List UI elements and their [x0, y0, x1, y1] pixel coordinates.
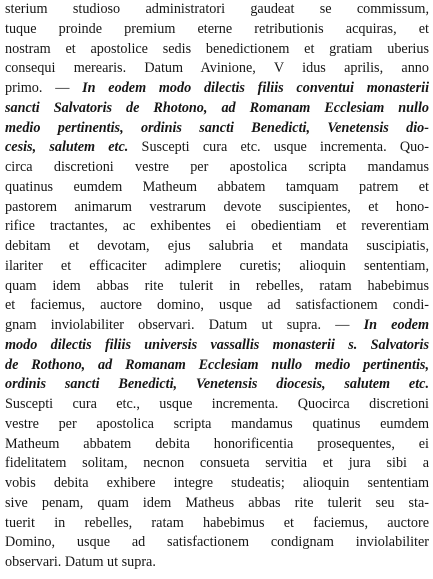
text-segment: tuque proinde premium eterne retributionis acquiras, et [5, 20, 429, 37]
text-line [5, 356, 429, 376]
italic-text-segment: de Rothono, ad Romanam Ecclesiam nullo medio pertinentis, [5, 356, 429, 373]
text-line [5, 553, 429, 573]
text-segment: consequi merearis. Datum Avinione, V idus aprilis, anno [5, 60, 429, 77]
italic-text-segment: modo dilectis filiis universis vassallis monasterii s. Salvatoris [5, 336, 429, 353]
text-segment: ilariter et efficaciter adimplere curetis; alioquin sententiam, [5, 257, 429, 274]
text-segment: Matheum abbatem debita honorificentia prosequentes, ei [5, 435, 429, 452]
text-line [5, 138, 429, 158]
text-segment: quam idem abbas rite tulerit in rebelles, ratam habebimus [5, 277, 429, 294]
text-segment: pastorem animarum vestrarum devote suscipientes, et hono- [5, 198, 429, 215]
text-segment: quatinus eumdem Matheum abbatem tamquam patrem et [5, 178, 429, 195]
italic-text-segment: sancti Salvatoris de Rhotono, ad Romanam Ecclesiam nullo [5, 99, 429, 116]
text-segment: gnam inviolabiliter observari. Datum ut supra. — [5, 317, 364, 333]
text-line [5, 20, 429, 40]
text-segment: primo. — [5, 80, 83, 96]
italic-text-segment: ordinis sancti Benedicti, Venetensis diocesis, salutem etc. [5, 376, 429, 393]
document-body-text [5, 0, 429, 573]
text-segment: sterium studioso administratori gaudeat se commissum, [5, 1, 429, 17]
text-segment: et faciemus, auctore domino, usque ad satisfactionem condi- [5, 297, 429, 314]
text-segment: fidelitatem solitam, necnon consueta servitia et jura sibi a [5, 455, 429, 472]
text-line [5, 277, 429, 297]
text-segment: Domino, usque ad satisfactionem condignam inviolabiliter [5, 534, 429, 551]
text-line [5, 296, 429, 316]
text-line [5, 454, 429, 474]
italic-text-segment: In eodem modo dilectis filiis conventui monasterii [82, 80, 429, 96]
text-segment: sive penam, quam idem Matheus abbas rite tulerit seu sta- [5, 494, 429, 511]
text-line [5, 59, 429, 79]
text-line [5, 237, 429, 257]
italic-text-segment: medio pertinentis, ordinis sancti Benedicti, Venetensis dio- [5, 119, 429, 136]
text-segment: tuerit in rebelles, ratam habebimus et faciemus, auctore [5, 514, 429, 531]
text-line [5, 40, 429, 60]
text-segment: nostram et apostolice sedis benedictionem et gratiam uberius [5, 40, 429, 57]
text-line [5, 257, 429, 277]
text-segment: vestre per apostolica scripta mandamus quatinus eumdem [5, 415, 429, 432]
text-line [5, 198, 429, 218]
text-segment: Suscepti cura etc., usque incrementa. Quocirca discretioni [5, 396, 429, 412]
text-line [5, 415, 429, 435]
text-line [5, 119, 429, 139]
text-line [5, 217, 429, 237]
text-line [5, 0, 429, 20]
text-line [5, 79, 429, 99]
text-line [5, 533, 429, 553]
text-line [5, 435, 429, 455]
text-segment: observari. Datum ut supra. [5, 554, 156, 570]
text-segment: circa discretioni vestre per apostolica scripta mandamus [5, 159, 429, 175]
text-line [5, 494, 429, 514]
italic-text-segment: In eodem [363, 317, 429, 333]
text-segment: debitam et devotam, ejus salubria et mandata suscipiatis, [5, 238, 429, 254]
text-segment: vobis debita exhibere integre studeatis; alioquin sententiam [5, 475, 429, 491]
text-line [5, 99, 429, 119]
text-segment: rifice tractantes, ac exhibentes ei obedientiam et reverentiam [5, 218, 429, 235]
text-line [5, 375, 429, 395]
text-line [5, 514, 429, 534]
italic-text-segment: cesis, salutem etc. [5, 139, 129, 156]
text-segment: Suscepti cura etc. usque incrementa. Quo- [128, 139, 429, 156]
text-line [5, 474, 429, 494]
text-line [5, 178, 429, 198]
text-line [5, 336, 429, 356]
text-line [5, 158, 429, 178]
text-line [5, 395, 429, 415]
text-line [5, 316, 429, 336]
